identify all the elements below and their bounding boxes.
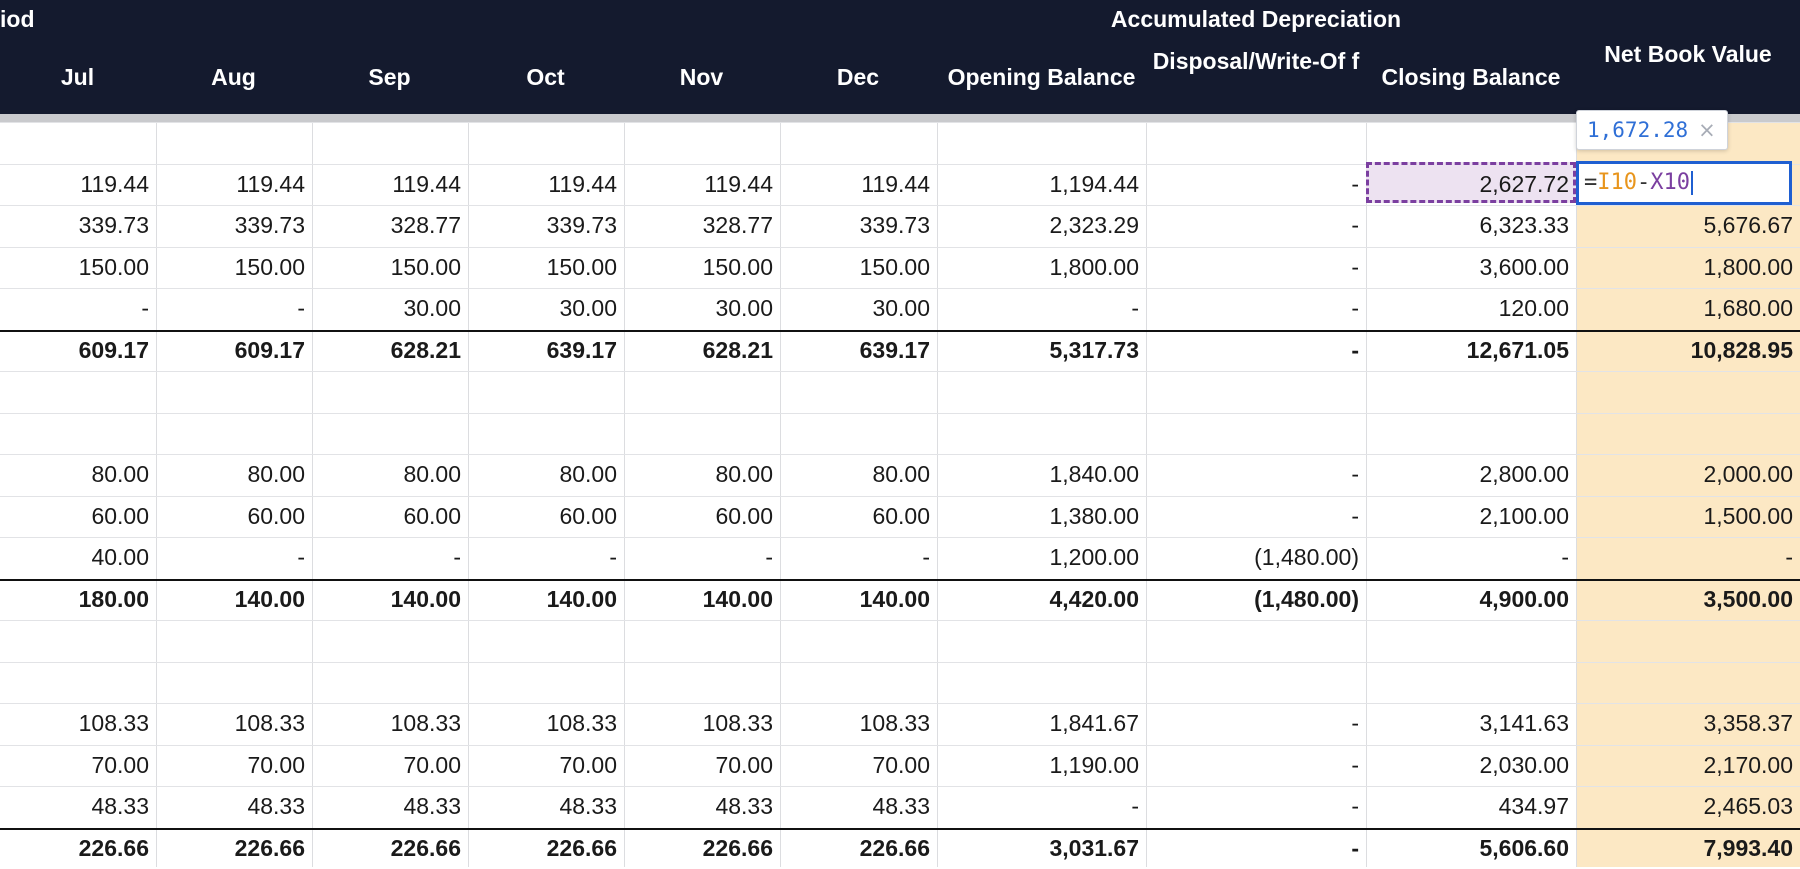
table-cell[interactable]: 1,194.44 [1049, 171, 1139, 197]
total-cell[interactable]: 5,317.73 [1049, 337, 1139, 363]
total-cell[interactable]: 628.21 [702, 337, 773, 363]
table-cell[interactable]: 108.33 [390, 710, 461, 736]
total-cell[interactable]: 639.17 [546, 337, 617, 363]
table-cell[interactable]: 108.33 [859, 710, 930, 736]
header-divider [0, 114, 1800, 122]
table-cell[interactable]: 70.00 [715, 752, 773, 778]
total-cell[interactable]: 5,606.60 [1479, 835, 1569, 861]
table-cell[interactable]: 60.00 [247, 503, 305, 529]
total-cell[interactable]: 140.00 [702, 586, 773, 612]
table-cell[interactable]: 108.33 [234, 710, 305, 736]
header-net-book-value[interactable]: Net Book Value [1604, 41, 1772, 67]
table-cell[interactable]: - [1351, 461, 1359, 487]
table-cell[interactable]: 70.00 [872, 752, 930, 778]
table-cell[interactable]: 1,800.00 [1703, 254, 1793, 280]
header-month-dec[interactable]: Dec [836, 64, 880, 90]
table-cell[interactable]: 328.77 [390, 212, 461, 238]
total-cell[interactable]: 226.66 [234, 835, 305, 861]
table-cell[interactable]: 60.00 [91, 503, 149, 529]
table-cell[interactable]: - [1131, 793, 1139, 819]
table-cell[interactable]: 108.33 [702, 710, 773, 736]
table-cell[interactable]: 119.44 [80, 171, 149, 197]
header-month-aug[interactable]: Aug [211, 64, 256, 90]
table-cell[interactable]: 2,323.29 [1049, 212, 1139, 238]
formula-edit-cell[interactable] [1576, 161, 1792, 205]
table-cell[interactable]: 339.73 [78, 212, 149, 238]
table-cell[interactable]: 150.00 [390, 254, 461, 280]
table-cell[interactable]: 80.00 [872, 461, 930, 487]
total-cell[interactable]: - [1351, 835, 1359, 861]
table-cell[interactable]: 434.97 [1498, 793, 1569, 819]
total-cell[interactable]: 609.17 [234, 337, 305, 363]
table-cell[interactable]: 30.00 [403, 295, 461, 321]
total-cell[interactable]: 140.00 [859, 586, 930, 612]
total-cell[interactable]: 7,993.40 [1703, 835, 1793, 861]
table-cell[interactable]: 119.44 [236, 171, 305, 197]
formula-reference-i10: I10 [1597, 170, 1637, 195]
table-cell[interactable]: 30.00 [872, 295, 930, 321]
table-cell[interactable]: - [765, 544, 773, 570]
table-cell[interactable]: - [1351, 710, 1359, 736]
formula-preview-value: 1,672.28 [1587, 118, 1689, 142]
table-cell[interactable]: 2,800.00 [1479, 461, 1569, 487]
table-cell[interactable]: 2,100.00 [1479, 503, 1569, 529]
total-cell[interactable]: 140.00 [546, 586, 617, 612]
total-cell[interactable]: 4,900.00 [1479, 586, 1569, 612]
table-cell[interactable]: 70.00 [91, 752, 149, 778]
total-cell[interactable]: 609.17 [78, 337, 149, 363]
total-cell[interactable]: 140.00 [234, 586, 305, 612]
total-cell[interactable]: 226.66 [390, 835, 461, 861]
table-cell[interactable]: 150.00 [859, 254, 930, 280]
table-cell[interactable]: 3,141.63 [1479, 710, 1569, 736]
table-cell[interactable]: 48.33 [872, 793, 930, 819]
formula-equals: = [1584, 170, 1598, 195]
total-cell[interactable]: 226.66 [546, 835, 617, 861]
header-month-nov[interactable]: Nov [679, 64, 724, 90]
total-cell[interactable]: 12,671.05 [1466, 337, 1569, 363]
table-cell[interactable]: 339.73 [546, 212, 617, 238]
table-cell[interactable]: 48.33 [403, 793, 461, 819]
table-cell[interactable]: - [1351, 793, 1359, 819]
table-cell[interactable]: 80.00 [91, 461, 149, 487]
table-cell[interactable]: - [1351, 295, 1359, 321]
table-cell[interactable]: 48.33 [91, 793, 149, 819]
table-cell[interactable]: - [1351, 171, 1359, 197]
table-cell[interactable]: 339.73 [859, 212, 930, 238]
table-cell[interactable]: - [1561, 544, 1569, 570]
table-cell[interactable]: 1,380.00 [1049, 503, 1139, 529]
table-cell[interactable]: 119.44 [704, 171, 773, 197]
table-cell[interactable]: 2,000.00 [1703, 461, 1793, 487]
table-cell[interactable]: 339.73 [234, 212, 305, 238]
table-cell[interactable]: 5,676.67 [1703, 212, 1793, 238]
grid-row-line [0, 620, 1800, 621]
formula-result-preview [1576, 110, 1728, 150]
table-cell[interactable]: 119.44 [861, 171, 930, 197]
table-cell[interactable]: - [1785, 544, 1793, 570]
table-cell[interactable]: - [1351, 752, 1359, 778]
table-cell[interactable]: 3,358.37 [1703, 710, 1793, 736]
total-cell[interactable]: (1,480.00) [1254, 586, 1359, 612]
column-header-bar [0, 0, 1800, 114]
header-month-oct[interactable]: Oct [526, 64, 565, 90]
header-period-fragment: iod [0, 6, 35, 32]
table-cell[interactable]: 70.00 [403, 752, 461, 778]
table-cell[interactable]: 70.00 [247, 752, 305, 778]
table-cell[interactable]: 48.33 [247, 793, 305, 819]
table-cell[interactable]: 80.00 [247, 461, 305, 487]
table-cell[interactable]: 6,323.33 [1479, 212, 1569, 238]
table-cell[interactable]: 1,841.67 [1049, 710, 1139, 736]
table-cell[interactable]: 120.00 [1498, 295, 1569, 321]
table-cell[interactable]: - [1351, 212, 1359, 238]
table-cell[interactable]: 60.00 [715, 503, 773, 529]
table-cell[interactable]: 108.33 [546, 710, 617, 736]
grid-row-line [0, 122, 1800, 123]
table-cell[interactable]: - [1351, 503, 1359, 529]
header-month-sep[interactable]: Sep [368, 64, 411, 90]
table-cell[interactable]: 1,200.00 [1049, 544, 1139, 570]
table-cell[interactable]: 2,170.00 [1703, 752, 1793, 778]
table-cell[interactable]: 40.00 [91, 544, 149, 570]
table-cell[interactable]: 3,600.00 [1479, 254, 1569, 280]
table-cell[interactable]: 1,840.00 [1049, 461, 1139, 487]
header-accumulated-depreciation[interactable]: Accumulated Depreciation [1110, 6, 1402, 32]
table-cell[interactable]: 60.00 [872, 503, 930, 529]
total-cell[interactable]: 226.66 [78, 835, 149, 861]
table-cell[interactable]: 48.33 [559, 793, 617, 819]
table-cell[interactable]: 150.00 [234, 254, 305, 280]
total-cell[interactable]: 226.66 [859, 835, 930, 861]
table-cell[interactable]: 119.44 [392, 171, 461, 197]
table-cell[interactable]: 1,800.00 [1049, 254, 1139, 280]
header-month-jul[interactable]: Jul [60, 64, 95, 90]
total-cell[interactable]: 180.00 [78, 586, 149, 612]
table-cell[interactable]: 30.00 [559, 295, 617, 321]
total-cell[interactable]: - [1351, 337, 1359, 363]
table-cell[interactable]: 108.33 [78, 710, 149, 736]
table-cell[interactable]: 1,680.00 [1703, 295, 1793, 321]
table-cell[interactable]: 30.00 [715, 295, 773, 321]
table-cell[interactable]: 2,030.00 [1479, 752, 1569, 778]
table-cell[interactable]: 60.00 [403, 503, 461, 529]
table-cell[interactable]: - [1131, 295, 1139, 321]
header-disposal-write-off[interactable]: Disposal/Write-Of f [1152, 48, 1360, 74]
total-cell[interactable]: 4,420.00 [1049, 586, 1139, 612]
total-cell[interactable]: 226.66 [702, 835, 773, 861]
table-cell[interactable]: 2,627.72 [1479, 171, 1569, 197]
table-cell[interactable]: 80.00 [715, 461, 773, 487]
table-cell[interactable]: 1,190.00 [1049, 752, 1139, 778]
table-cell[interactable]: 80.00 [559, 461, 617, 487]
table-cell[interactable]: (1,480.00) [1254, 544, 1359, 570]
total-cell[interactable]: 3,500.00 [1703, 586, 1793, 612]
table-cell[interactable]: - [297, 544, 305, 570]
total-cell[interactable]: 140.00 [390, 586, 461, 612]
table-cell[interactable]: 150.00 [702, 254, 773, 280]
text-caret [1691, 171, 1693, 195]
total-cell[interactable]: 10,828.95 [1690, 337, 1793, 363]
header-closing-balance[interactable]: Closing Balance [1381, 64, 1561, 90]
table-cell[interactable]: 328.77 [702, 212, 773, 238]
table-cell[interactable]: 150.00 [78, 254, 149, 280]
table-cell[interactable]: 60.00 [559, 503, 617, 529]
grid-row-line [0, 413, 1800, 414]
grid-row-line [0, 371, 1800, 372]
header-opening-balance[interactable]: Opening Balance [947, 64, 1136, 90]
formula-reference-x10: X10 [1650, 170, 1690, 195]
table-cell[interactable]: - [453, 544, 461, 570]
close-icon[interactable]: × [1698, 118, 1716, 142]
table-cell[interactable]: - [1351, 254, 1359, 280]
table-cell[interactable]: 119.44 [548, 171, 617, 197]
table-cell[interactable]: - [297, 295, 305, 321]
table-cell[interactable]: 2,465.03 [1703, 793, 1793, 819]
total-cell[interactable]: 639.17 [859, 337, 930, 363]
table-cell[interactable]: 80.00 [403, 461, 461, 487]
table-cell[interactable]: 70.00 [559, 752, 617, 778]
table-cell[interactable]: 150.00 [546, 254, 617, 280]
table-cell[interactable]: - [141, 295, 149, 321]
total-cell[interactable]: 3,031.67 [1049, 835, 1139, 861]
table-cell[interactable]: - [922, 544, 930, 570]
table-cell[interactable]: 1,500.00 [1703, 503, 1793, 529]
total-cell[interactable]: 628.21 [390, 337, 461, 363]
table-cell[interactable]: 48.33 [715, 793, 773, 819]
grid-row-line [0, 662, 1800, 663]
formula-operator: - [1637, 170, 1651, 195]
table-cell[interactable]: - [609, 544, 617, 570]
